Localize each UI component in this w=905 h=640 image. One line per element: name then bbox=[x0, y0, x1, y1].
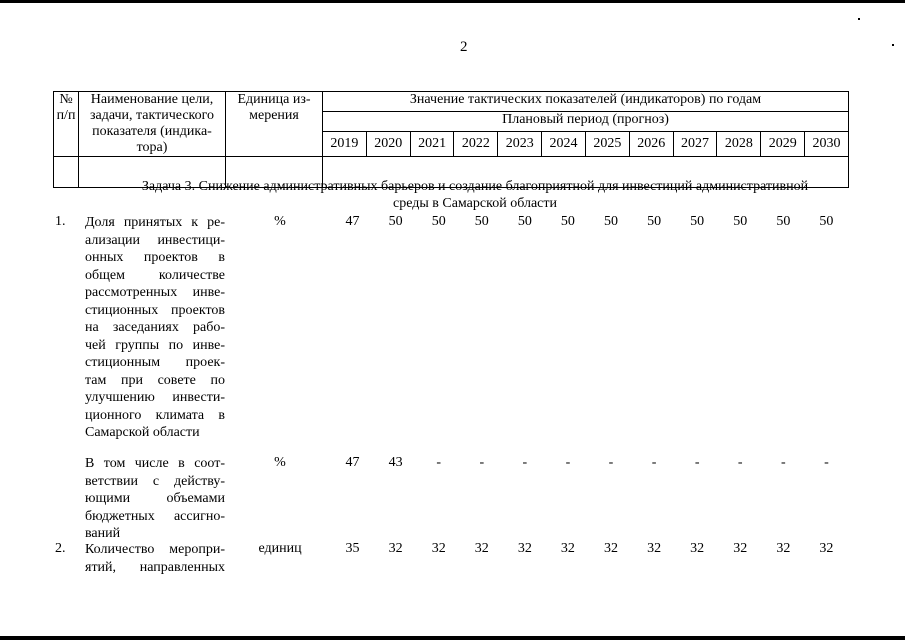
header-name-line: задачи, тактического bbox=[89, 108, 215, 123]
indicator-name-line: общем количестве bbox=[85, 267, 225, 283]
indicator-table-header bbox=[53, 91, 849, 188]
indicator-name-line: улучшению инвести- bbox=[85, 390, 225, 405]
values-row bbox=[331, 455, 848, 471]
indicator-name-line: ветствии с действу- bbox=[85, 473, 225, 489]
indicator-name-line: чей группы по инве- bbox=[85, 337, 225, 353]
unit-cell: % bbox=[274, 455, 286, 470]
value-cell: 32 bbox=[690, 541, 705, 556]
header-name-line: Наименование цели, bbox=[90, 92, 214, 107]
value-cell: 50 bbox=[647, 214, 662, 229]
value-cell: 32 bbox=[647, 541, 662, 556]
value-cell: 32 bbox=[474, 541, 489, 556]
header-name-line: показателя (индика- bbox=[92, 124, 212, 139]
header-year: 2023 bbox=[498, 132, 542, 157]
value-cell: 50 bbox=[474, 214, 489, 229]
value-cell: - bbox=[780, 455, 786, 470]
header-name-line: тора) bbox=[136, 140, 168, 155]
indicator-name bbox=[85, 541, 225, 576]
task-heading bbox=[105, 178, 845, 212]
value-cell: 50 bbox=[819, 214, 834, 229]
indicator-name-line: В том числе в соот- bbox=[85, 456, 225, 471]
value-cell: - bbox=[824, 455, 829, 470]
indicator-name-line: ализации инвестици- bbox=[85, 232, 225, 248]
header-year: 2021 bbox=[410, 132, 454, 157]
indicator-name-line: там при совете по bbox=[85, 372, 225, 388]
task-heading-line: среды в Самарской области bbox=[392, 196, 557, 211]
header-year: 2024 bbox=[542, 132, 586, 157]
header-year: 2019 bbox=[323, 132, 367, 157]
indicator-name-line: Самарской области bbox=[85, 425, 200, 440]
value-cell: - bbox=[608, 455, 614, 470]
value-cell: 32 bbox=[517, 541, 532, 556]
value-cell: - bbox=[522, 455, 528, 470]
header-year: 2028 bbox=[717, 132, 761, 157]
value-cell: - bbox=[436, 455, 442, 470]
header-spacer bbox=[54, 157, 79, 188]
value-cell: - bbox=[479, 455, 485, 470]
indicator-name-line: ятий, направленных bbox=[85, 559, 225, 575]
indicator-name-line: Количество меропри- bbox=[85, 542, 225, 557]
row-number: 2. bbox=[55, 541, 66, 556]
row-number: 1. bbox=[55, 214, 66, 229]
value-cell: 50 bbox=[776, 214, 791, 229]
unit-cell: единиц bbox=[258, 541, 302, 556]
value-cell: 32 bbox=[560, 541, 575, 556]
values-row bbox=[331, 214, 848, 230]
value-cell: 50 bbox=[560, 214, 575, 229]
header-values-title: Значение тактических показателей (индикаторов) по годам bbox=[323, 92, 849, 112]
header-year: 2020 bbox=[366, 132, 410, 157]
value-cell: 32 bbox=[733, 541, 748, 556]
indicator-name-line: онных проектов в bbox=[85, 250, 225, 265]
value-cell: 32 bbox=[776, 541, 791, 556]
unit-cell: % bbox=[274, 214, 286, 229]
value-cell: 32 bbox=[388, 541, 403, 556]
value-cell: 50 bbox=[733, 214, 748, 229]
value-cell: - bbox=[694, 455, 700, 470]
value-cell: 50 bbox=[690, 214, 705, 229]
header-name-cell bbox=[79, 92, 226, 157]
header-unit-line: мерения bbox=[249, 108, 299, 123]
header-year: 2026 bbox=[629, 132, 673, 157]
page-top-border bbox=[0, 0, 905, 3]
header-year: 2025 bbox=[585, 132, 629, 157]
indicator-name-line: ющими объемами bbox=[85, 491, 225, 506]
value-cell: 43 bbox=[388, 455, 403, 470]
header-year: 2030 bbox=[805, 132, 849, 157]
value-cell: - bbox=[651, 455, 657, 470]
page-bottom-border bbox=[0, 636, 905, 640]
value-cell: 32 bbox=[431, 541, 446, 556]
value-cell: 50 bbox=[388, 214, 403, 229]
value-cell: - bbox=[737, 455, 743, 470]
indicator-name-line: стиционным проек- bbox=[85, 355, 225, 370]
indicator-name-line: рассмотренных инве- bbox=[85, 285, 225, 300]
header-unit-cell bbox=[226, 92, 323, 157]
page-number: 2 bbox=[460, 39, 468, 55]
task-heading-line: Задача 3. Снижение административных барьеров и создание благоприятной для инвестиций административной bbox=[141, 179, 809, 194]
header-num-label: № п/п bbox=[56, 92, 76, 123]
header-period-title: Плановый период (прогноз) bbox=[323, 112, 849, 132]
indicator-name-line: стиционных проектов bbox=[85, 302, 225, 318]
indicator-name bbox=[85, 455, 225, 543]
value-cell: 32 bbox=[819, 541, 834, 556]
indicator-name bbox=[85, 214, 225, 442]
value-cell: - bbox=[565, 455, 571, 470]
indicator-name-line: ционного климата в bbox=[85, 407, 225, 423]
value-cell: 50 bbox=[604, 214, 618, 229]
value-cell: 50 bbox=[517, 214, 532, 229]
scan-speck bbox=[892, 44, 894, 46]
value-cell: 35 bbox=[345, 541, 360, 556]
value-cell: 50 bbox=[431, 214, 446, 229]
indicator-name-line: бюджетных ассигно- bbox=[85, 508, 225, 524]
value-cell: 47 bbox=[345, 455, 360, 470]
header-year: 2029 bbox=[761, 132, 805, 157]
header-year: 2027 bbox=[673, 132, 717, 157]
indicator-name-line: на заседаниях рабо- bbox=[85, 320, 225, 335]
header-year: 2022 bbox=[454, 132, 498, 157]
value-cell: 47 bbox=[345, 214, 360, 229]
value-cell: 32 bbox=[604, 541, 618, 556]
indicator-name-line: ваний bbox=[85, 526, 121, 541]
header-num-cell bbox=[54, 92, 79, 157]
scan-speck bbox=[858, 18, 860, 20]
values-row bbox=[331, 541, 848, 557]
indicator-name-line: Доля принятых к ре- bbox=[85, 215, 225, 230]
header-unit-line: Единица из- bbox=[237, 92, 311, 107]
